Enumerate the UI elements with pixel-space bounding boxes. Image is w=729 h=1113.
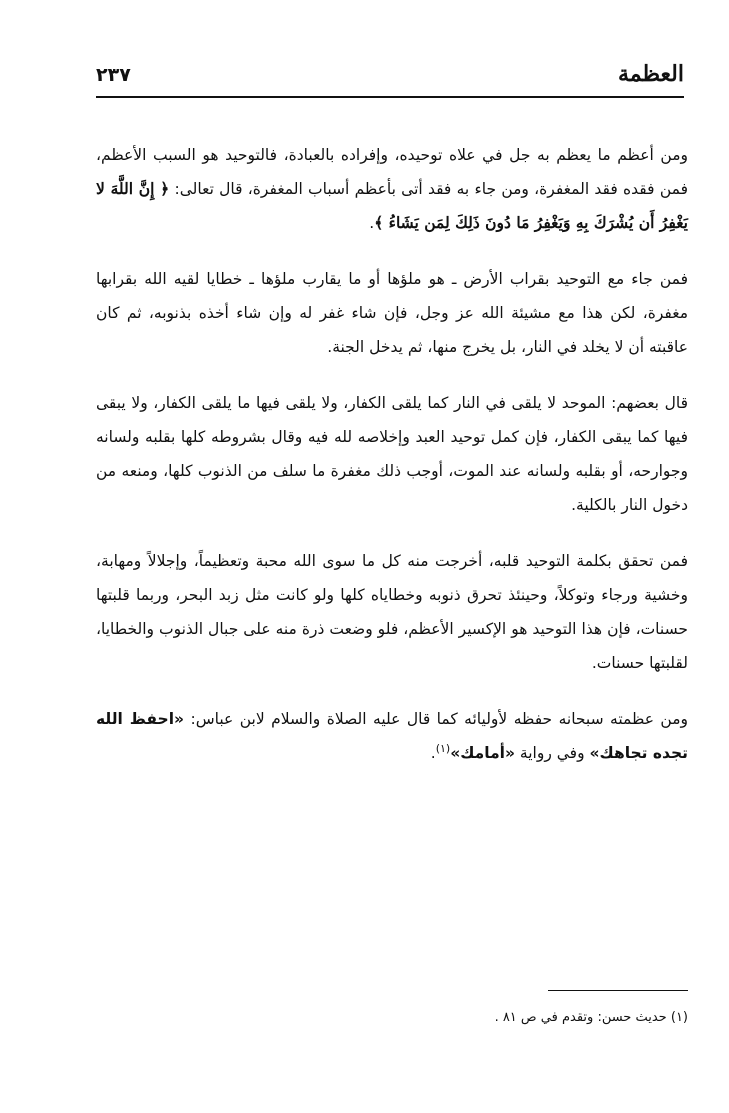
hadith-variant: «أمامك»	[450, 744, 515, 762]
paragraph-protection-of-allies	[96, 702, 688, 770]
paragraph-text-middle: وفي رواية	[515, 744, 590, 762]
running-title: العظمة	[618, 61, 684, 87]
header-rule	[96, 96, 684, 98]
page-header	[96, 58, 684, 94]
paragraph-monotheist-in-fire: قال بعضهم: الموحد لا يلقى في النار كما يلقى الكفار، ولا يلقى فيها ما يلقى الكفار، ولا يبقى فيها كما يبقى الكفار، فإن كمل توحيد العبد وإخلاصه لله فيه وقال بشروطه كلها بقلبه ولسانه وجوارحه، أو بقلبه ولسانه عند الموت، أوجب ذلك مغفرة ما سلف من الذنوب كلها، ومنعه من دخول النار بالكلية.	[96, 394, 688, 514]
paragraph-end: .	[369, 214, 375, 232]
hadith-quote: «احفظ الله تجده تجاهك»	[96, 710, 688, 762]
paragraph-end: .	[430, 744, 436, 762]
paragraph-text: ومن عظمته سبحانه حفظه لأوليائه كما قال عليه الصلاة والسلام لابن عباس:	[184, 710, 688, 728]
footnote-reference: (١)	[435, 741, 451, 755]
paragraph-text: ومن أعظم ما يعظم به جل في علاه توحيده، وإفراده بالعبادة، فالتوحيد هو السبب الأعظم، فمن فقده فقد المغفرة، ومن جاء به فقد أتى بأعظم أسباب المغفرة، قال تعالى:	[96, 146, 688, 198]
paragraph-word-of-tawhid: فمن تحقق بكلمة التوحيد قلبه، أخرجت منه كل ما سوى الله محبة وتعظيماً، وإجلالاً ومهابة، وخشية ورجاء وتوكلاً، وحينئذ تحرق ذنوبه وخطاياه كلها ولو كانت مثل زبد البحر، وربما قلبتها حسنات، فإن هذا التوحيد هو الإكسير الأعظم، فلو وضعت ذرة منه على جبال الذنوب والخطايا، لقلبتها حسنات.	[96, 552, 688, 672]
paragraph-tawhid-greatest-cause	[96, 138, 688, 240]
main-text	[96, 138, 688, 792]
paragraph-earth-full-of-sins: فمن جاء مع التوحيد بقراب الأرض ـ هو ملؤها أو ما يقارب ملؤها ـ خطايا لقيه الله بقرابها مغفرة، لكن هذا مع مشيئة الله عز وجل، فإن شاء غفر له وإن شاء أخذه بذنوبه، ثم كان عاقبته أن لا يخلد في النار، بل يخرج منها، ثم يدخل الجنة.	[96, 270, 688, 356]
footnote-separator	[548, 990, 688, 991]
footnote: (١) حديث حسن: وتقدم في ص ٨١ .	[494, 1010, 688, 1025]
page-number: ٢٣٧	[96, 64, 131, 86]
quran-verse: ﴿ إِنَّ اللَّهَ لا يَغْفِرُ أَن يُشْرَكَ بِهِ وَيَغْفِرُ مَا دُونَ ذَلِكَ لِمَن يَشَاءُ ﴾	[96, 179, 688, 232]
